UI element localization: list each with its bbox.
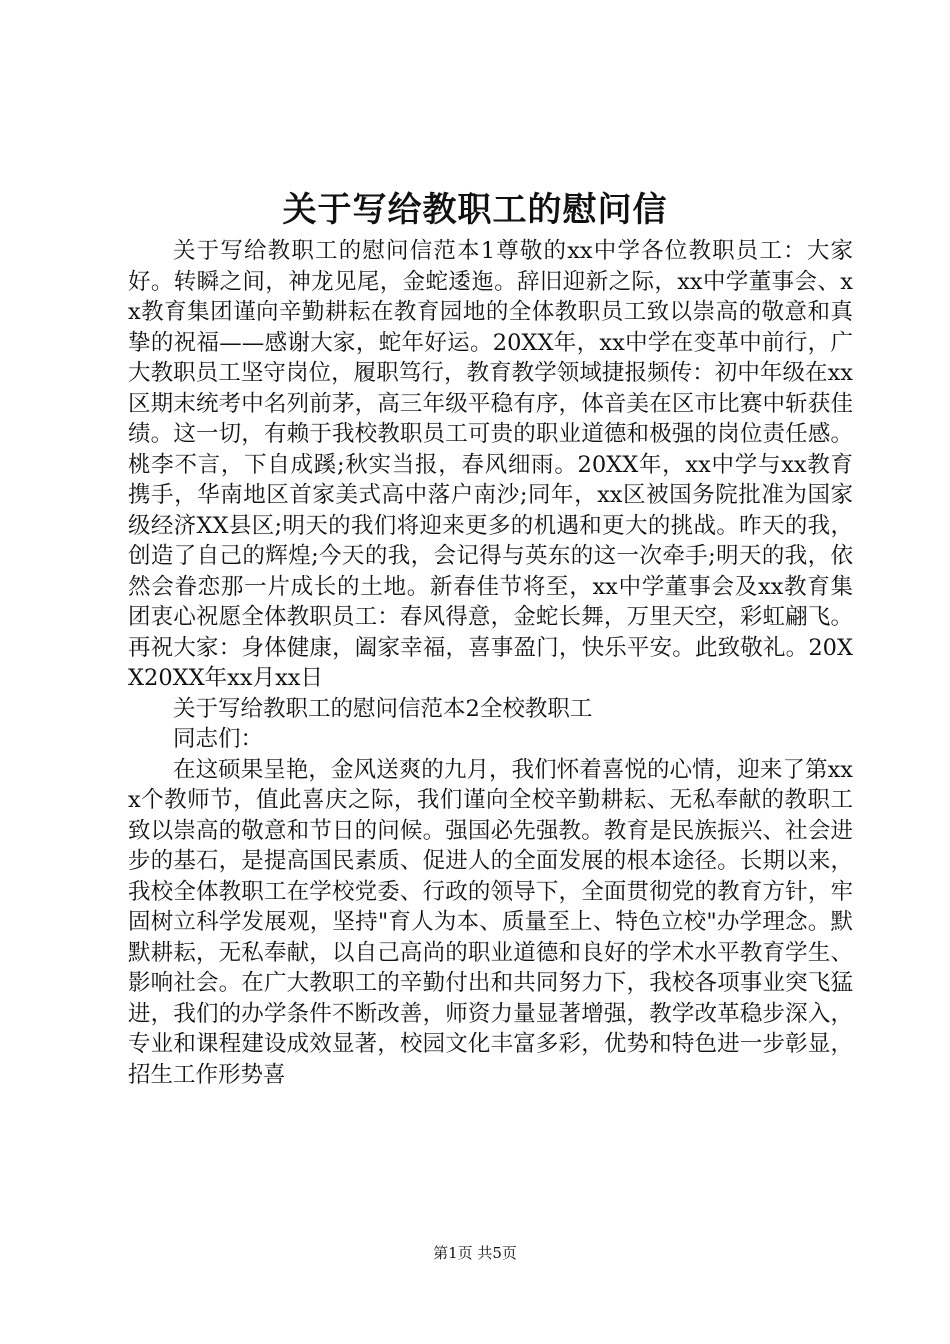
paragraph-letter-1: 关于写给教职工的慰问信范本1尊敬的xx中学各位教职员工：大家好。转瞬之间，神龙见尾，金蛇逶迤。辞旧迎新之际，xx中学董事会、xx教育集团谨向辛勤耕耘在教育园地的全体教职员工致以崇高的敬意和真挚的祝福——感谢大家，蛇年好运。20XX年，xx中学在变革中前行，广大教职员工坚守岗位，履职笃行，教育教学领域捷报频传：初中年级在xx区期末统考中名列前茅，高三年级平稳有序，体音美在区市比赛中斩获佳绩。这一切，有赖于我校教职员工可贵的职业道德和极强的岗位责任感。桃李不言，下自成蹊;秋实当报，春风细雨。20XX年，xx中学与xx教育携手，华南地区首家美式高中落户南沙;同年，xx区被国务院批准为国家级经济XX县区;明天的我们将迎来更多的机遇和更大的挑战。昨天的我，创造了自己的辉煌;今天的我，会记得与英东的这一次牵手;明天的我，依然会眷恋那一片成长的土地。新春佳节将至，xx中学董事会及xx教育集团衷心祝愿全体教职员工：春风得意，金蛇长舞，万里天空，彩虹翩飞。再祝大家：身体健康，阖家幸福，喜事盈门，快乐平安。此致敬礼。20XX20XX年xx月xx日 bbox=[128, 238, 853, 691]
paragraph-letter-2-body: 在这硕果呈艳，金风送爽的九月，我们怀着喜悦的心情，迎来了第xxx个教师节，值此喜庆之际，我们谨向全校辛勤耕耘、无私奉献的教职工致以崇高的敬意和节日的问候。强国必先强教。教育是民族振兴、社会进步的基石，是提高国民素质、促进人的全面发展的根本途径。长期以来，我校全体教职工在学校党委、行政的领导下，全面贯彻党的教育方针，牢固树立科学发展观，坚持"育人为本、质量至上、特色立校"办学理念。默默耕耘，无私奉献，以自己高尚的职业道德和良好的学术水平教育学生、影响社会。在广大教职工的辛勤付出和共同努力下，我校各项事业突飞猛进，我们的办学条件不断改善，师资力量显著增强，教学改革稳步深入，专业和课程建设成效显著，校园文化丰富多彩，优势和特色进一步彰显，招生工作形势喜 bbox=[128, 756, 853, 1088]
document-body bbox=[128, 236, 853, 1090]
page-number-footer: 第1页 共5页 bbox=[433, 1244, 517, 1262]
paragraph-salutation: 同志们： bbox=[173, 726, 264, 752]
document-title: 关于写给教职工的慰问信 bbox=[282, 190, 668, 230]
paragraph-letter-2-heading: 关于写给教职工的慰问信范本2全校教职工 bbox=[173, 695, 593, 722]
